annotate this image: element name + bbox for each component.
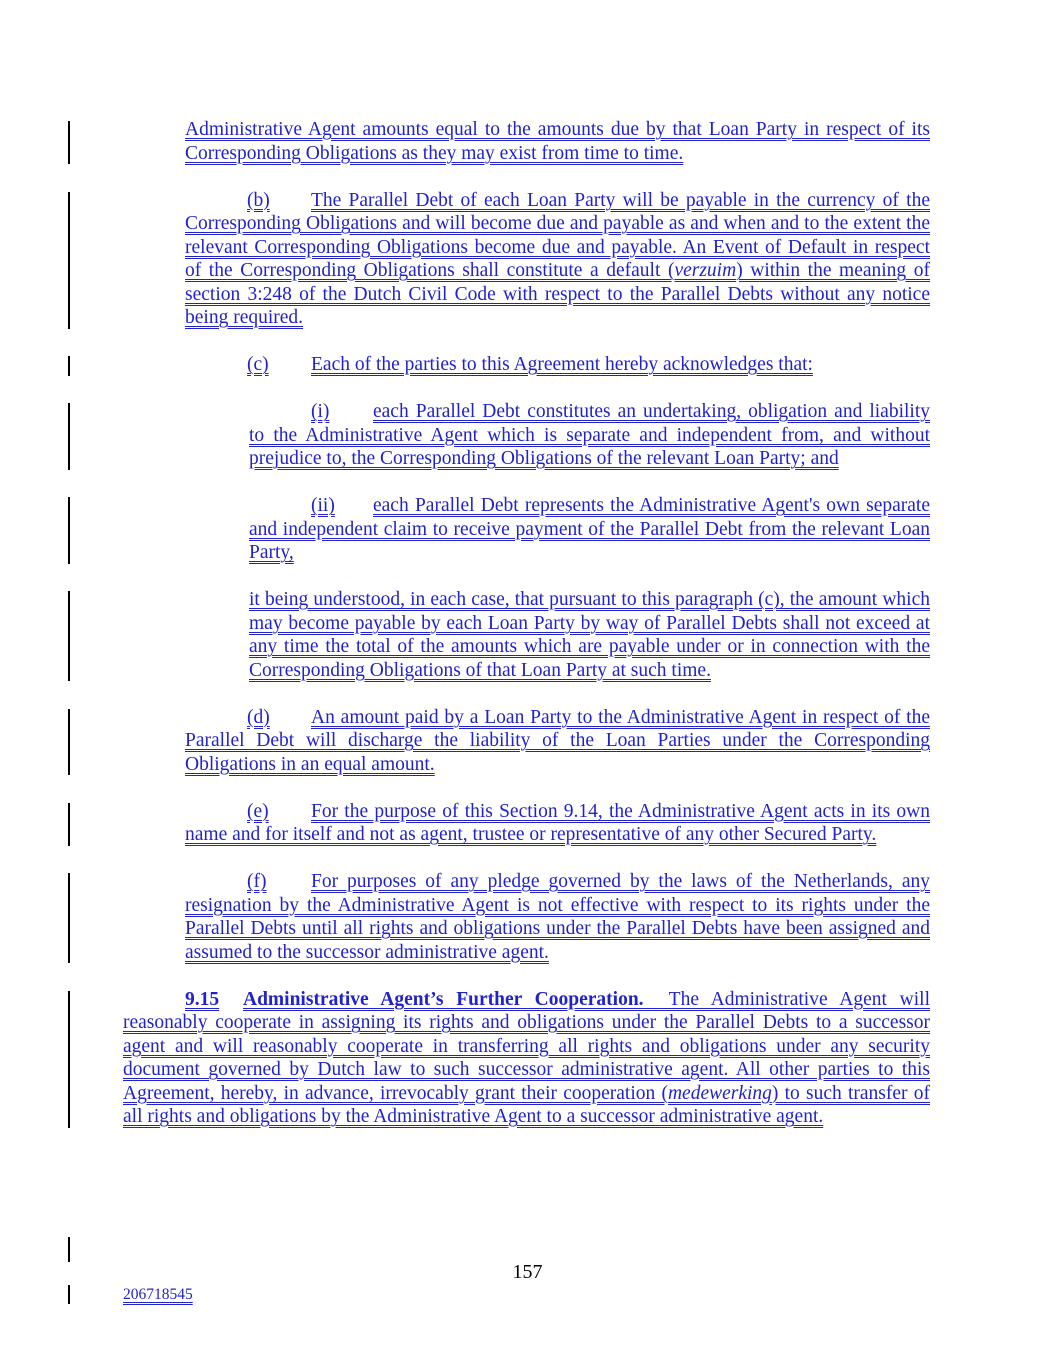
document-id-footer: 206718545 — [123, 1286, 193, 1303]
paragraph-text: For the purpose of this Section 9.14, the Administrative Agent acts in its own name and for itself and not as agent, trustee or representative of any other Secured Party. — [185, 800, 930, 845]
paragraph-e — [185, 800, 930, 847]
change-bar — [68, 403, 70, 470]
paragraph-text: each Parallel Debt constitutes an undertaking, obligation and liability to the Administrative Agent which is separate and independent from, and without prejudice to, the Corresponding Obligations of the relevant Loan Party; and — [249, 401, 930, 469]
change-bar — [68, 591, 70, 681]
change-bar — [68, 1285, 70, 1304]
paragraph-b — [185, 189, 930, 330]
paragraph-text: The Parallel Debt of each Loan Party will be payable in the currency of the Corresponding Obligations and will become due and payable as and when and to the extent the relevant Corresponding Obligations become due and payable. An Event of Default in respect of the Corresponding Obligations shall constitute a default (verzuim) within the meaning of section 3:248 of the Dutch Civil Code with respect to the Parallel Debts without any notice being required. — [185, 189, 930, 328]
paragraph-label: (d) — [247, 706, 270, 728]
document-body — [123, 118, 930, 1152]
change-bar — [68, 803, 70, 846]
paragraph-f — [185, 870, 930, 964]
change-bar — [68, 1237, 70, 1262]
paragraph-c — [185, 353, 930, 377]
change-bar — [68, 873, 70, 963]
paragraph-label: (e) — [247, 800, 269, 822]
change-bar — [68, 192, 70, 329]
page-number: 157 — [512, 1261, 543, 1283]
paragraph-label: 9.15 — [185, 988, 220, 1010]
change-bar — [68, 356, 70, 376]
paragraph-text: each Parallel Debt represents the Administrative Agent's own separate and independent claim to receive payment of the Parallel Debt from the relevant Loan Party, — [249, 495, 930, 563]
paragraph-text: Each of the parties to this Agreement hereby acknowledges that: — [311, 354, 813, 375]
paragraph-label: (f) — [247, 871, 267, 892]
paragraph-c-i — [249, 400, 930, 471]
paragraph-a-continuation — [185, 118, 930, 165]
paragraph-label: (i) — [311, 401, 330, 422]
paragraph-text: Administrative Agent’s Further Cooperation. The Administrative Agent will reasonably cooperate in assigning its rights and obligations under the Parallel Debts to a successor agent and will reasonably cooperate in transferring all rights and obligations under any security document governed by Dutch law to such successor administrative agent. All other parties to this Agreement, hereby, in advance, irrevocably grant their cooperation (medewerking) to such transfer of all rights and obligations by the Administrative Agent to a successor administrative agent. — [123, 988, 930, 1127]
paragraph-text: Administrative Agent amounts equal to the amounts due by that Loan Party in respect of its Corresponding Obligations as they may exist from time to time. — [185, 119, 930, 164]
paragraph-text: An amount paid by a Loan Party to the Administrative Agent in respect of the Parallel Debt will discharge the liability of the Loan Parties under the Corresponding Obligations in an equal amount. — [185, 706, 930, 775]
paragraph-text: it being understood, in each case, that pursuant to this paragraph (c), the amount which may become payable by each Loan Party by way of Parallel Debts shall not exceed at any time the total of the amounts which are payable under or in connection with the Corresponding Obligations of that Loan Party at such time. — [249, 589, 930, 681]
paragraph-text: For purposes of any pledge governed by the laws of the Netherlands, any resignation by the Administrative Agent is not effective with respect to its rights under the Parallel Debts until all rights and obligations under the Parallel Debts have been assigned and assumed to the successor administrative agent. — [185, 871, 930, 963]
change-bar — [68, 991, 70, 1128]
paragraph-label: (c) — [247, 354, 269, 375]
paragraph-c-ii — [249, 494, 930, 565]
paragraph-c-wrapup — [249, 588, 930, 682]
change-bar — [68, 121, 70, 164]
change-bar — [68, 497, 70, 564]
change-bar — [68, 709, 70, 776]
section-9-15 — [123, 988, 930, 1129]
paragraph-label: (ii) — [311, 495, 335, 516]
paragraph-d — [185, 706, 930, 777]
paragraph-label: (b) — [247, 189, 270, 211]
